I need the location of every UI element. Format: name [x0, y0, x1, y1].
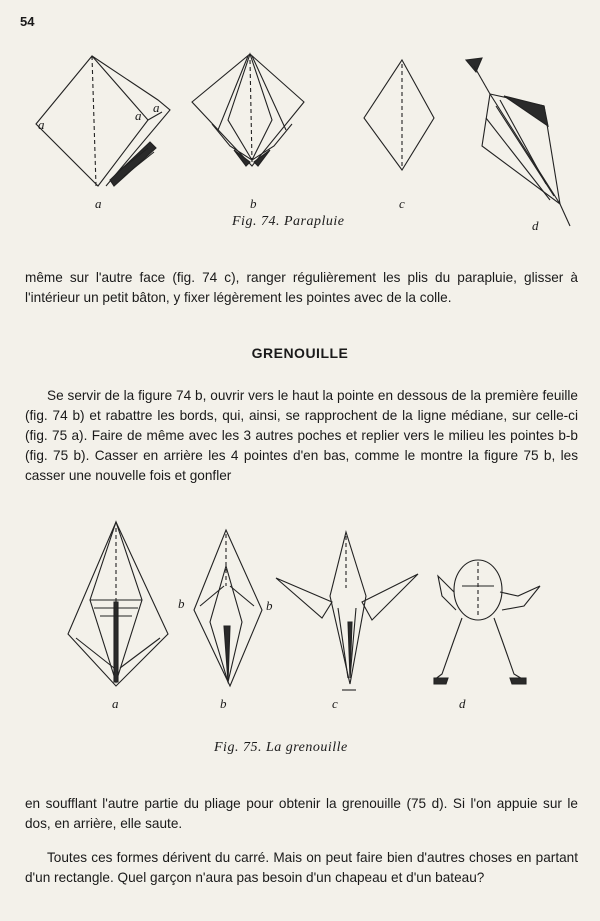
fig75-d-diagram	[432, 556, 544, 688]
paragraph-2: Se servir de la figure 74 b, ouvrir vers le haut la pointe en dessous de la première feuille (fig. 74 b) et rabattre les bords, qui, ainsi, se rapprochent de la ligne médiane, sur celle-ci (fig. 75 a). Faire de même avec les 3 autres poches et replier vers le milieu les pointes b-b (fig. 75 b). Casser en arrière les 4 pointes d'en bas, comme le montre la figure 75 b, les casser une nouvelle fois et gonfler	[25, 388, 578, 483]
fig74-a-mark-2: a	[135, 108, 142, 123]
section-heading: GRENOUILLE	[251, 345, 349, 361]
fig75-b-diagram	[188, 526, 268, 692]
fig74-d-diagram	[460, 54, 575, 234]
fig75-a-diagram	[64, 518, 174, 690]
page-number: 54	[20, 14, 35, 29]
fig74-label-c: c	[399, 196, 405, 211]
paragraph-4: Toutes ces formes dérivent du carré. Mais on peut faire bien d'autres choses en partant d'un rectangle. Quel garçon n'aura pas besoin d'un chapeau et d'un bateau?	[25, 850, 578, 885]
fig74-a-mark-3: a	[153, 100, 160, 115]
paragraph-3: en soufflant l'autre partie du pliage pour obtenir la grenouille (75 d). Si l'on appuie sur le dos, en arrière, elle saute.	[25, 796, 578, 831]
fig75-label-d: d	[459, 696, 466, 711]
fig74-b-diagram	[188, 50, 318, 170]
fig75-b-mark-left: b	[178, 596, 185, 611]
fig74-c-diagram	[360, 56, 440, 176]
fig74-caption: Fig. 74. Parapluie	[232, 214, 345, 229]
fig74-label-d: d	[532, 218, 539, 233]
fig75-c-diagram	[272, 528, 422, 692]
fig74-label-b: b	[250, 196, 257, 211]
fig74-a-diagram	[30, 52, 175, 192]
fig75-caption: Fig. 75. La grenouille	[214, 740, 348, 755]
fig75-label-b: b	[220, 696, 227, 711]
fig75-label-a: a	[112, 696, 119, 711]
fig74-label-a: a	[95, 196, 102, 211]
fig75-b-mark-right: b	[266, 598, 273, 613]
fig74-a-mark-1: a	[38, 117, 45, 132]
paragraph-1: même sur l'autre face (fig. 74 c), ranger régulièrement les plis du parapluie, glisser à l'intérieur un petit bâton, y fixer légèrement les pointes avec de la colle.	[25, 270, 578, 305]
fig75-label-c: c	[332, 696, 338, 711]
